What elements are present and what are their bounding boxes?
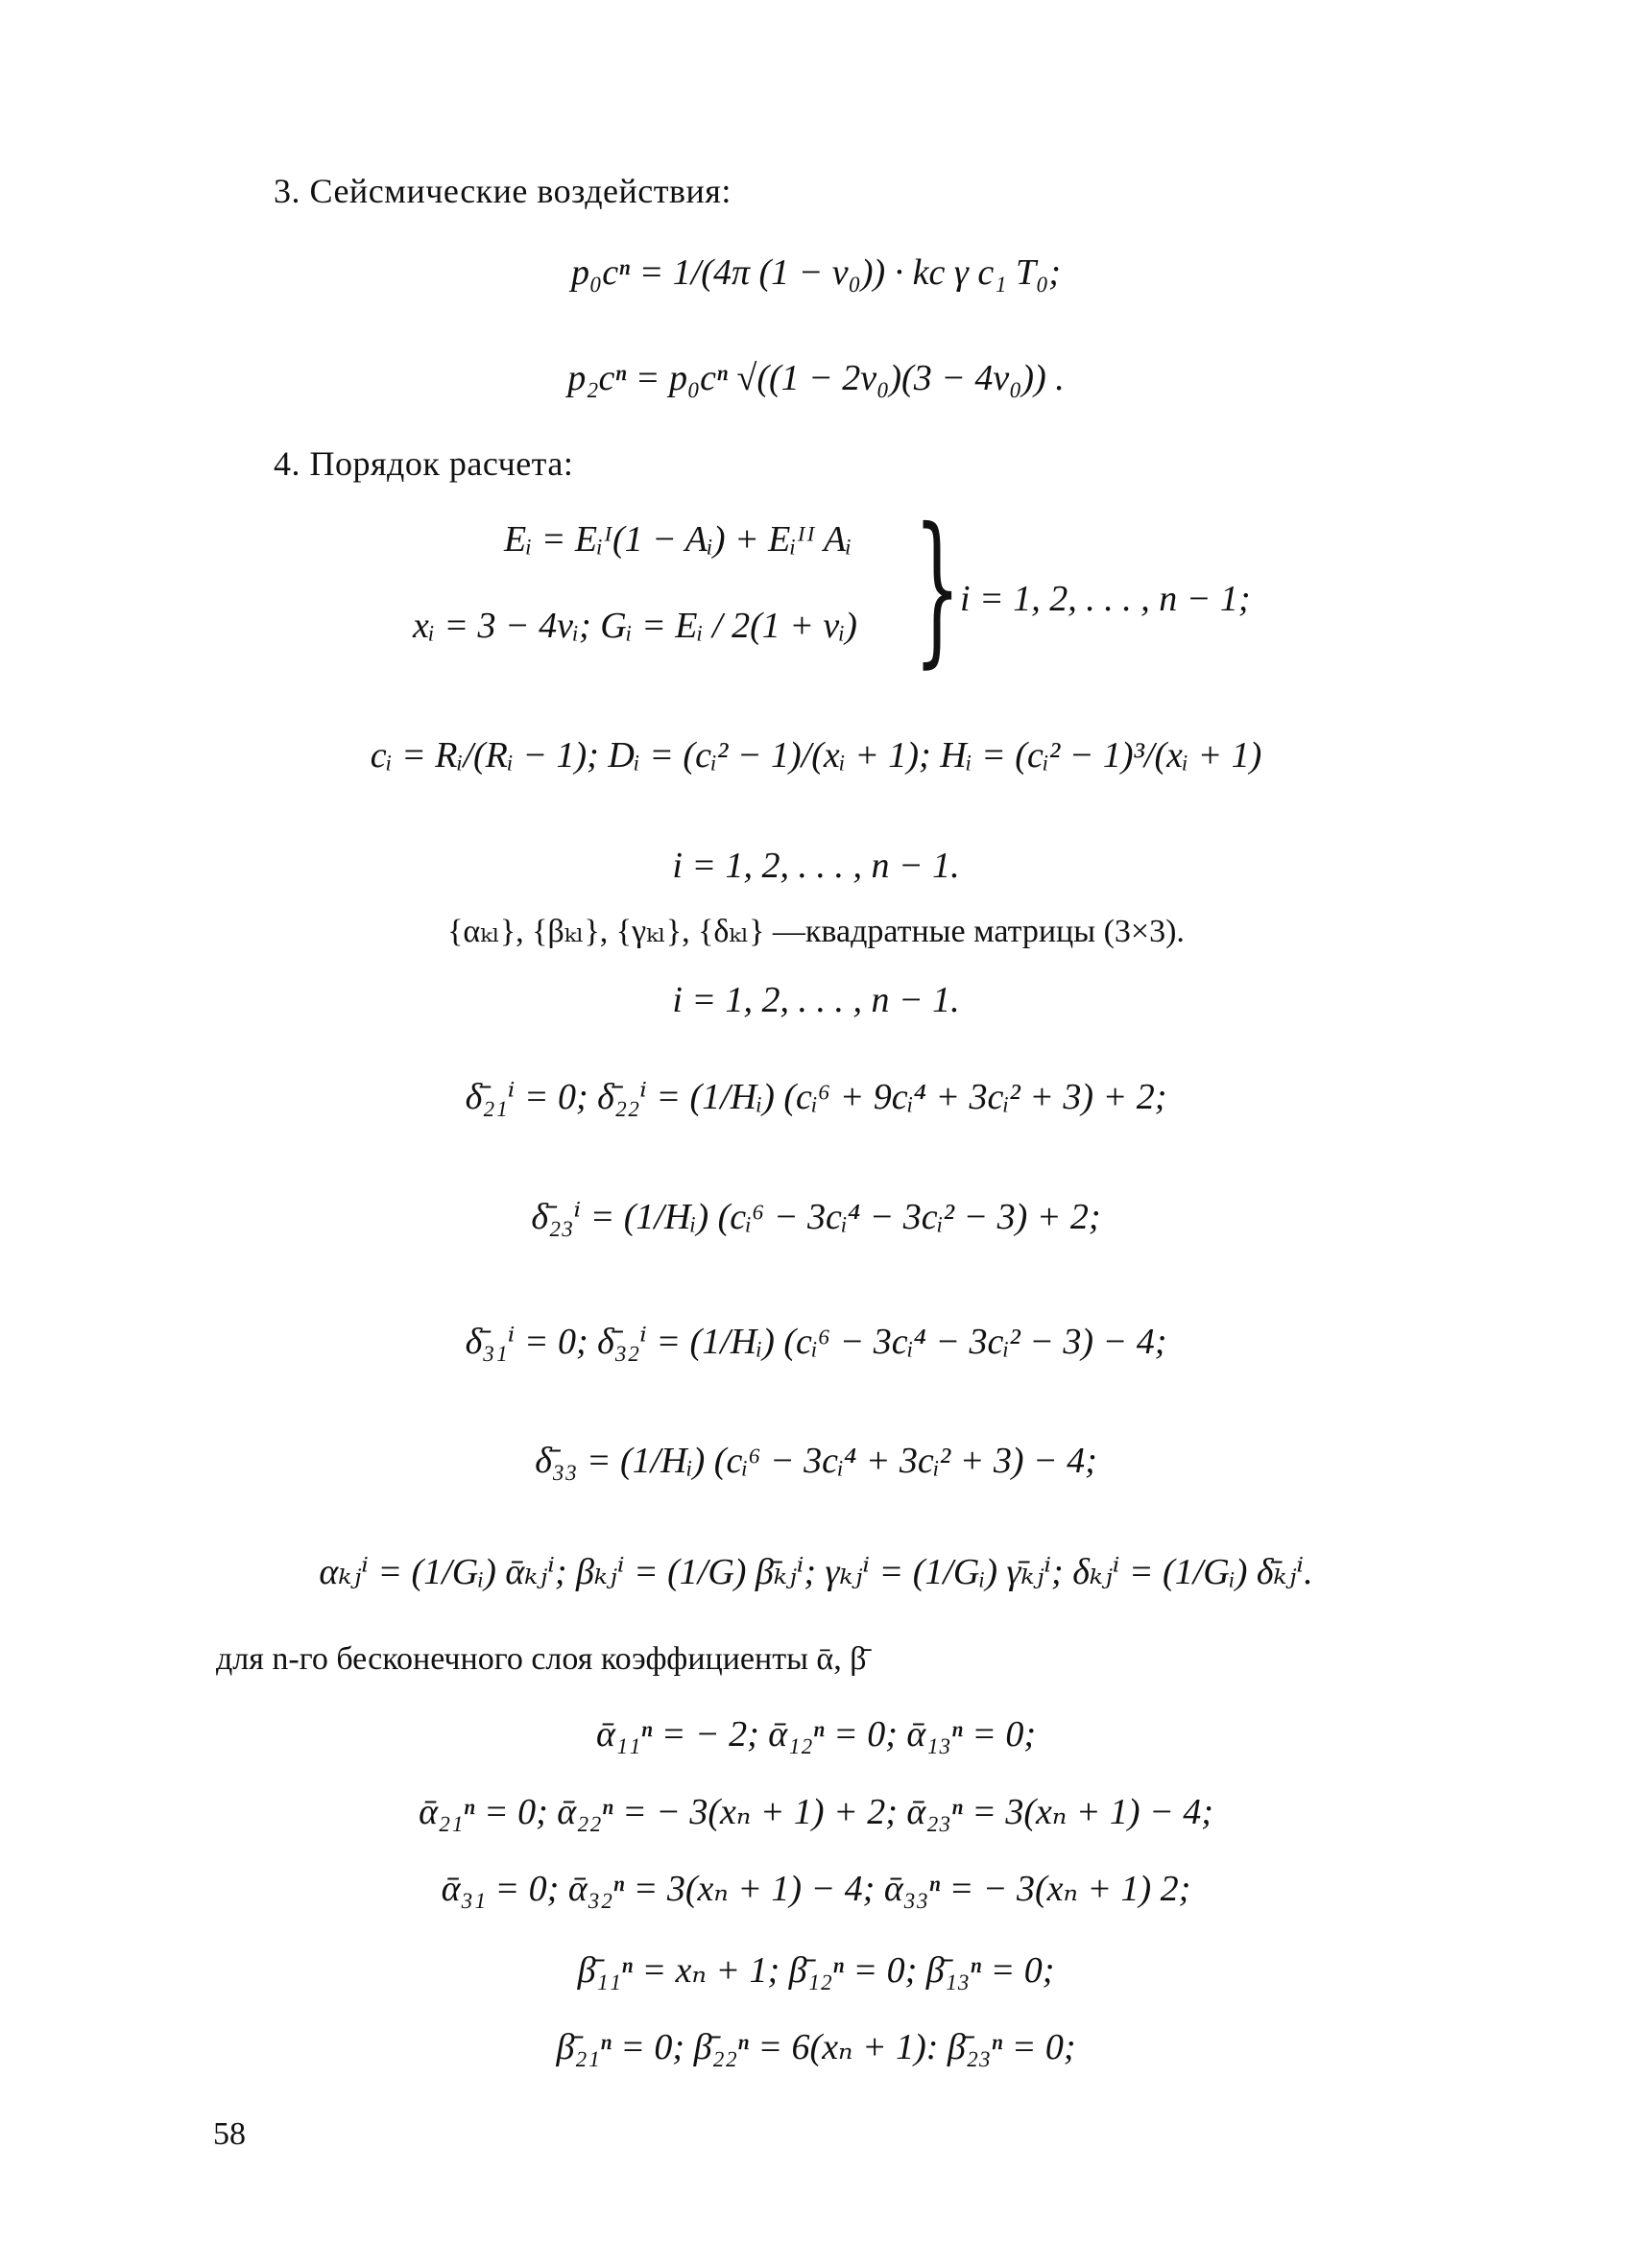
formula-d23: δ̄₂₃ⁱ = (1/Hᵢ) (cᵢ⁶ − 3cᵢ⁴ − 3cᵢ² − 3) + 2; [531,1197,1101,1237]
formula-d31-d32: δ̄₃₁ⁱ = 0; δ̄₃₂ⁱ = (1/Hᵢ) (cᵢ⁶ − 3cᵢ⁴ − 3cᵢ² − 3) − 4; [465,1322,1167,1362]
formula-p2c: p₂cⁿ = p₀cⁿ √((1 − 2ν₀)(3 − 4ν₀)) . [567,358,1065,398]
formula-b21: β̄₂₁ⁿ = 0; β̄₂₂ⁿ = 6(xₙ + 1): β̄₂₃ⁿ = 0; [556,2027,1076,2067]
curly-brace-icon: } [914,493,961,683]
page-number: 58 [213,2116,246,2152]
order-heading: 4. Порядок расчета: [274,444,574,483]
formula-d33: δ̄₃₃ = (1/Hᵢ) (cᵢ⁶ − 3cᵢ⁴ + 3cᵢ² + 3) − 4; [535,1441,1097,1481]
formula-p0c: p₀cⁿ = 1/(4π (1 − ν₀)) · kc γ c₁ T₀; [571,252,1061,293]
formula-d21-d22: δ̄₂₁ⁱ = 0; δ̄₂₂ⁱ = (1/Hᵢ) (cᵢ⁶ + 9cᵢ⁴ + 3cᵢ² + 3) + 2; [465,1077,1167,1117]
seismic-heading: 3. Сейсмические воздействия: [274,172,732,210]
formula-akj-bkj: αₖⱼⁱ = (1/Gᵢ) ᾱₖⱼⁱ; βₖⱼⁱ = (1/G) β̄ₖⱼⁱ; γₖⱼⁱ = (1/Gᵢ) γ̄ₖⱼⁱ; δₖⱼⁱ = (1/Gᵢ) δ̄ₖⱼⁱ. [319,1552,1313,1592]
formula-Ei: Eᵢ = Eᵢᴵ(1 − Aᵢ) + Eᵢᴵᴵ Aᵢ [504,519,852,560]
matrices-note: {αₖₗ}, {βₖₗ}, {γₖₗ}, {δₖₗ} —квадратные матрицы (3×3). [447,914,1185,949]
formula-a11: ᾱ₁₁ⁿ = − 2; ᾱ₁₂ⁿ = 0; ᾱ₁₃ⁿ = 0; [595,1714,1037,1755]
formula-ci-Di-Hi: cᵢ = Rᵢ/(Rᵢ − 1); Dᵢ = (cᵢ² − 1)/(xᵢ + 1); Hᵢ = (cᵢ² − 1)³/(xᵢ + 1) [370,735,1262,776]
nth-layer-note: для n-го бесконечного слоя коэффициенты ᾱ, β̄ [216,1641,867,1677]
range-2: i = 1, 2, . . . , n − 1. [672,980,960,1020]
formula-xi-Gi: xᵢ = 3 − 4νᵢ; Gᵢ = Eᵢ / 2(1 + νᵢ) [413,606,857,646]
formula-a31: ᾱ₃₁ = 0; ᾱ₃₂ⁿ = 3(xₙ + 1) − 4; ᾱ₃₃ⁿ = − 3(xₙ + 1) 2; [441,1869,1191,1909]
range-brace: i = 1, 2, . . . , n − 1; [960,579,1251,619]
range-1: i = 1, 2, . . . , n − 1. [672,846,960,886]
formula-b11: β̄₁₁ⁿ = xₙ + 1; β̄₁₂ⁿ = 0; β̄₁₃ⁿ = 0; [577,1950,1055,1991]
formula-a21: ᾱ₂₁ⁿ = 0; ᾱ₂₂ⁿ = − 3(xₙ + 1) + 2; ᾱ₂₃ⁿ = 3(xₙ + 1) − 4; [419,1792,1213,1832]
